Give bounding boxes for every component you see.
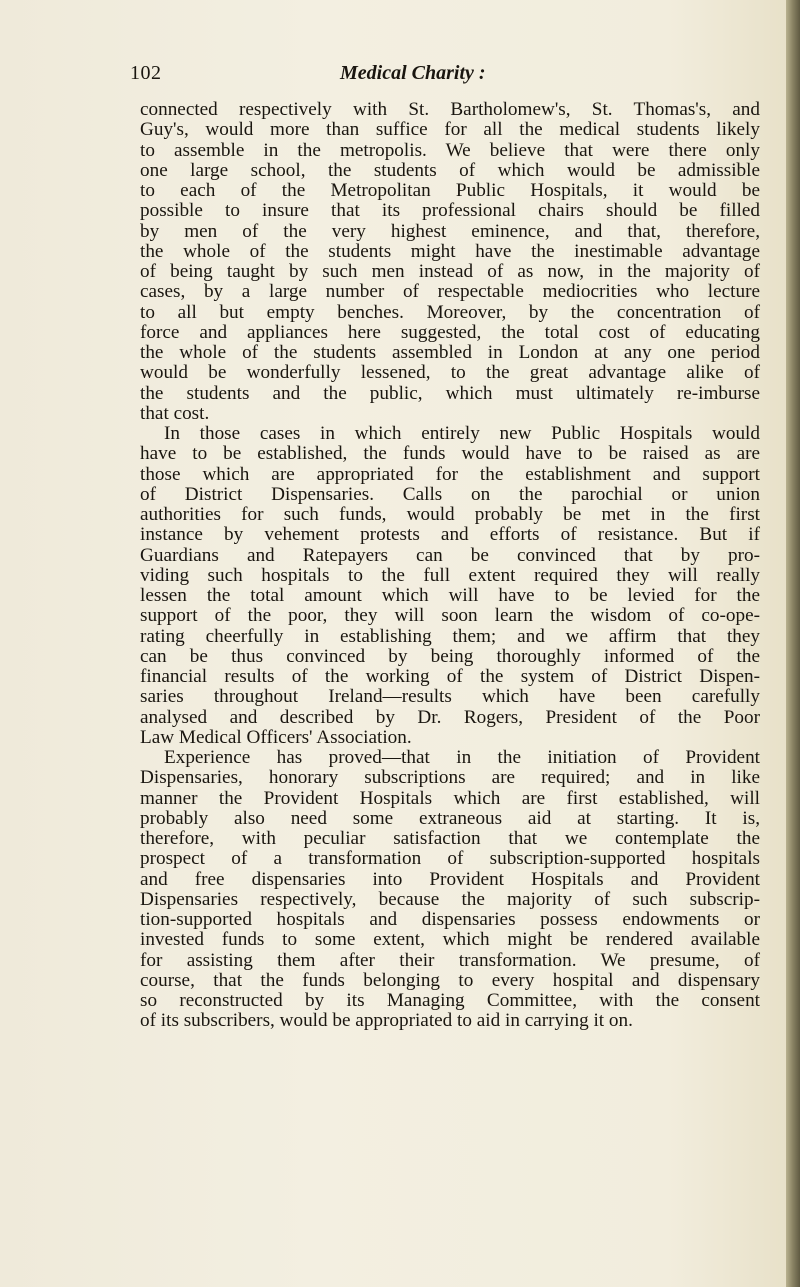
text-line: Guy's, would more than suffice for all the medical students likely [140,119,760,141]
text-line: of District Dispensaries. Calls on the parochial or union [140,483,760,505]
text-line: Law Medical Officers' Association. [140,726,412,748]
text-line: Experience has proved—that in the initiation of Provident [164,747,760,768]
text-line: Dispensaries, honorary subscriptions are required; and in like [140,767,760,789]
text-line: for assisting them after their transformation. We presume, of [140,949,760,971]
text-line: Dispensaries respectively, because the majority of such subscrip- [140,888,760,910]
running-head: Medical Charity : [340,62,486,84]
text-line: the whole of the students might have the inestimable advantage [140,240,760,262]
text-line: of being taught by such men instead of as now, in the majority of [140,261,760,282]
text-line: Guardians and Ratepayers can be convinced that by pro- [140,544,760,566]
text-line: financial results of the working of the system of District Dispen- [140,666,760,687]
text-line: would be wonderfully lessened, to the great advantage alike of [140,362,760,384]
text-line: by men of the very highest eminence, and that, therefore, [140,220,760,242]
text-line: support of the poor, they will soon learn the wisdom of co-ope- [140,605,760,627]
text-line: of its subscribers, would be appropriated to aid in carrying it on. [140,1010,633,1032]
page-header [130,62,750,92]
text-line: authorities for such funds, would probably be met in the first [140,504,760,525]
text-line: those which are appropriated for the establishment and support [140,463,760,485]
text-line: course, that the funds belonging to every hospital and dispensary [140,969,760,991]
page-number: 102 [130,62,162,84]
text-line: manner the Provident Hospitals which are first established, will [140,787,760,809]
text-line: viding such hospitals to the full extent required they will really [140,564,760,586]
body-text [140,100,760,1032]
text-line: In those cases in which entirely new Public Hospitals would [164,423,760,444]
text-line: so reconstructed by its Managing Committee, with the consent [140,990,760,1011]
text-line: can be thus convinced by being thoroughly informed of the [140,645,760,667]
text-line: probably also need some extraneous aid at starting. It is, [140,807,760,829]
text-line: to each of the Metropolitan Public Hospitals, it would be [140,180,760,201]
text-line: the whole of the students assembled in London at any one period [140,342,760,363]
text-line: to assemble in the metropolis. We believe that were there only [140,139,760,161]
text-line: rating cheerfully in establishing them; and we affirm that they [140,625,760,647]
text-line: lessen the total amount which will have to be levied for the [140,585,760,606]
text-line: to all but empty benches. Moreover, by the concentration of [140,301,760,323]
text-line: that cost. [140,402,210,424]
text-line: therefore, with peculiar satisfaction that we contemplate the [140,828,760,849]
text-line: tion-supported hospitals and dispensaries possess endowments or [140,909,760,930]
text-line: connected respectively with St. Bartholomew's, St. Thomas's, and [140,99,760,120]
text-line: possible to insure that its professional chairs should be filled [140,200,760,222]
text-line: saries throughout Ireland—results which have been carefully [140,686,760,708]
text-line: invested funds to some extent, which might be rendered available [140,929,760,951]
book-spine-edge [786,0,800,1287]
text-line: and free dispensaries into Provident Hospitals and Provident [140,868,760,890]
text-line: prospect of a transformation of subscription-supported hospitals [140,848,760,870]
text-line: have to be established, the funds would have to be raised as are [140,443,760,465]
text-line: analysed and described by Dr. Rogers, President of the Poor [140,706,760,728]
text-line: force and appliances here suggested, the total cost of educating [140,321,760,343]
text-line: cases, by a large number of respectable mediocrities who lecture [140,281,760,303]
text-line: one large school, the students of which would be admissible [140,159,760,181]
text-line: the students and the public, which must ultimately re-imburse [140,382,760,404]
text-line: instance by vehement protests and efforts of resistance. But if [140,524,760,546]
